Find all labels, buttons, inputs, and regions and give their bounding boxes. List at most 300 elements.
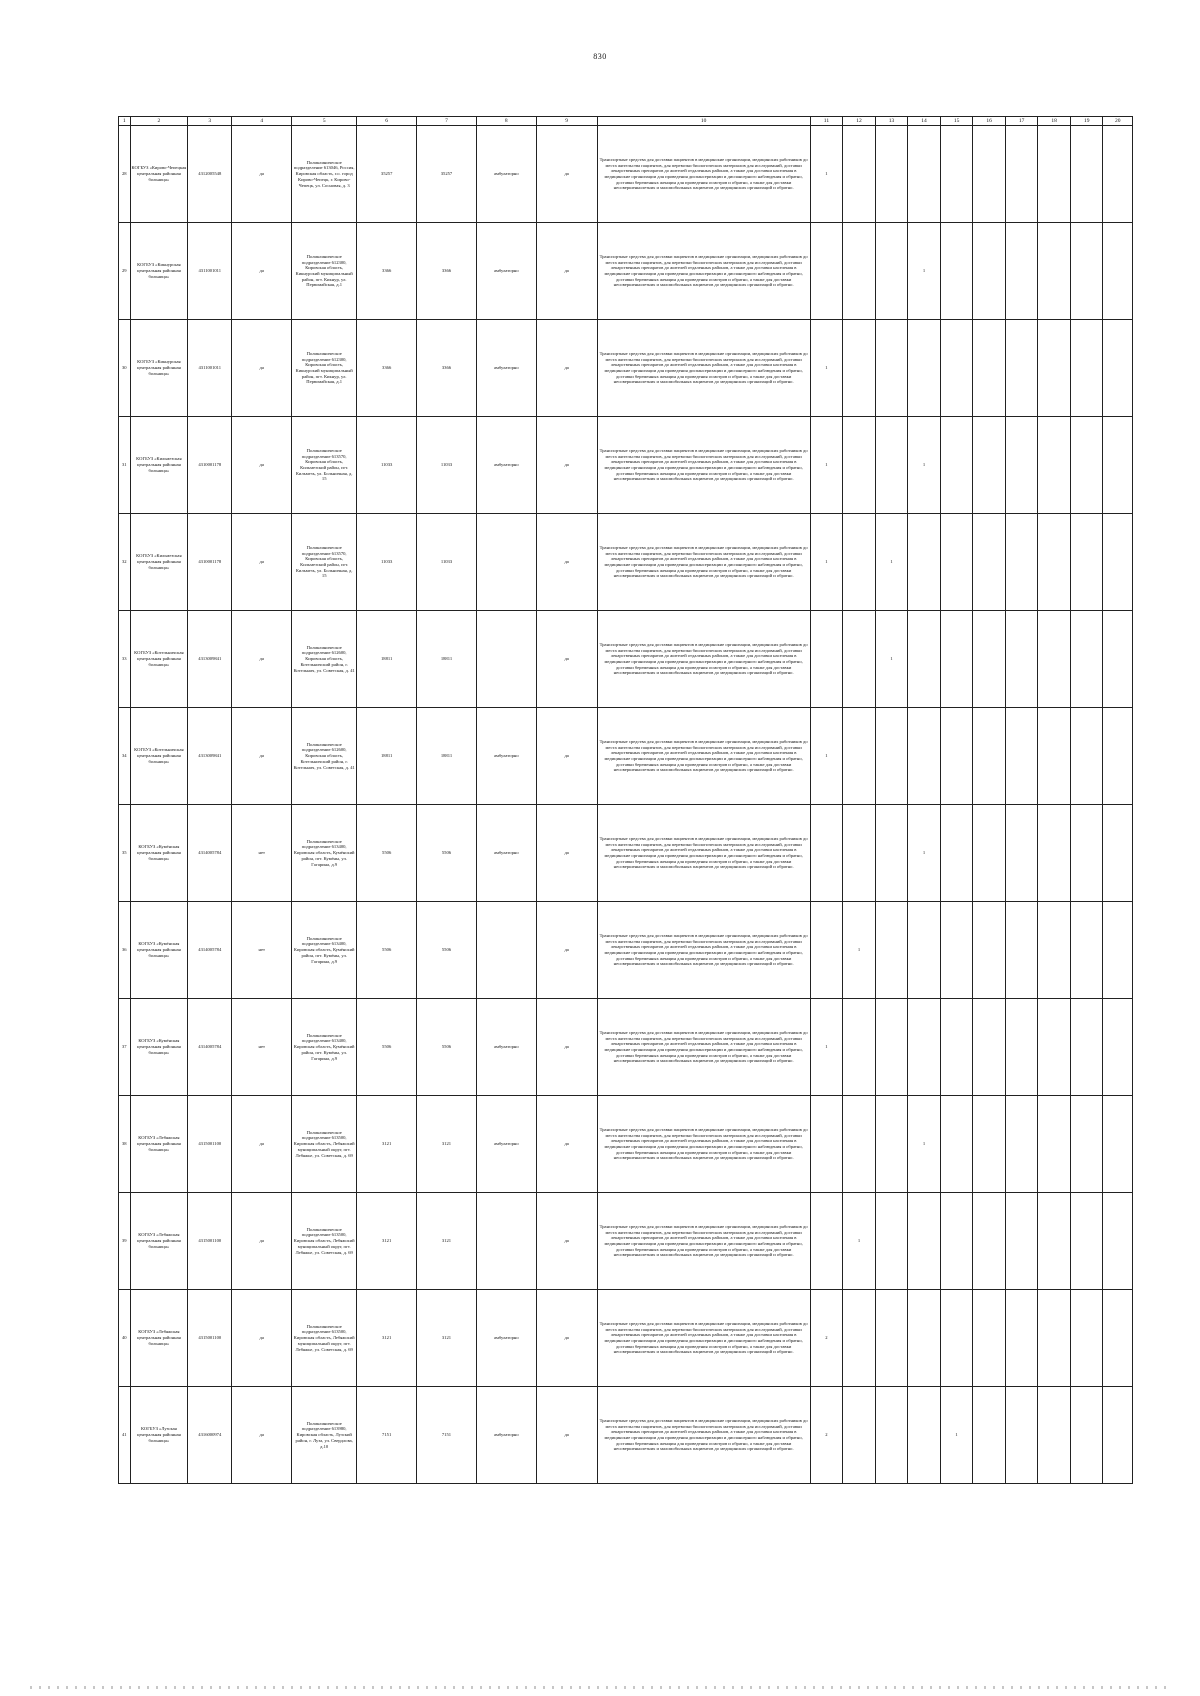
col9-cell: да bbox=[536, 902, 597, 999]
col9-cell: да bbox=[536, 514, 597, 611]
count-cell-15: 1 bbox=[940, 1387, 973, 1484]
count-cell-15 bbox=[940, 223, 973, 320]
column-header: 12 bbox=[843, 117, 876, 126]
count-cell-14 bbox=[908, 1387, 941, 1484]
row-number-cell: 31 bbox=[119, 417, 131, 514]
count-cell-20 bbox=[1103, 1096, 1133, 1193]
inn-cell: 4311001011 bbox=[188, 223, 232, 320]
address-cell: Поликлиническое подразделение 613400, Кировская область, Кумёнский район, пгт. Кумёны, ул. Гагарина, д.9 bbox=[292, 999, 357, 1096]
count-cell-19 bbox=[1070, 514, 1103, 611]
table-row bbox=[119, 1387, 1133, 1484]
inn-cell: 4315001100 bbox=[188, 1193, 232, 1290]
count-cell-11: 1 bbox=[810, 514, 843, 611]
inn-cell: 4313009841 bbox=[188, 611, 232, 708]
count-cell-15 bbox=[940, 999, 973, 1096]
address-cell: Поликлиническое подразделение 613500, Кировская область, Лебяжский муниципальный округ, пгт. Лебяжье, ул. Советская, д. 69 bbox=[292, 1290, 357, 1387]
col8-cell bbox=[476, 1193, 536, 1290]
table-row bbox=[119, 708, 1133, 805]
address-cell: Поликлиническое подразделение 613500, Кировская область, Лебяжский муниципальный округ, пгт. Лебяжье, ул. Советская, д. 69 bbox=[292, 1096, 357, 1193]
count-cell-12 bbox=[843, 1096, 876, 1193]
count-cell-13: 1 bbox=[875, 611, 908, 708]
count-cell-16 bbox=[973, 1290, 1006, 1387]
col7-cell: 7151 bbox=[417, 1387, 477, 1484]
col8-cell: амбулаторно bbox=[476, 126, 536, 223]
col6-cell: 35257 bbox=[357, 126, 417, 223]
col4-cell: да bbox=[232, 223, 292, 320]
count-cell-15 bbox=[940, 708, 973, 805]
count-cell-20 bbox=[1103, 223, 1133, 320]
count-cell-16 bbox=[973, 1193, 1006, 1290]
count-cell-14 bbox=[908, 320, 941, 417]
col7-cell: 35257 bbox=[417, 126, 477, 223]
inn-cell: 4314005784 bbox=[188, 902, 232, 999]
col4-cell: нет bbox=[232, 999, 292, 1096]
col8-cell: амбулаторно bbox=[476, 1096, 536, 1193]
column-header: 20 bbox=[1103, 117, 1133, 126]
address-cell: Поликлиническое подразделение 613500, Кировская область, Лебяжский муниципальный округ, пгт. Лебяжье, ул. Советская, д. 69 bbox=[292, 1193, 357, 1290]
count-cell-17 bbox=[1005, 902, 1038, 999]
organization-cell: КОГБУЗ «Кильмезская центральная районная больница» bbox=[130, 514, 188, 611]
count-cell-17 bbox=[1005, 417, 1038, 514]
count-cell-13 bbox=[875, 417, 908, 514]
count-cell-11: 1 bbox=[810, 999, 843, 1096]
count-cell-16 bbox=[973, 417, 1006, 514]
count-cell-17 bbox=[1005, 805, 1038, 902]
column-header: 18 bbox=[1038, 117, 1071, 126]
column-header: 11 bbox=[810, 117, 843, 126]
col8-cell: амбулаторно bbox=[476, 1387, 536, 1484]
count-cell-19 bbox=[1070, 708, 1103, 805]
col7-cell: 18811 bbox=[417, 611, 477, 708]
column-header: 2 bbox=[130, 117, 188, 126]
count-cell-15 bbox=[940, 1096, 973, 1193]
table-row bbox=[119, 805, 1133, 902]
row-number-cell: 40 bbox=[119, 1290, 131, 1387]
count-cell-17 bbox=[1005, 514, 1038, 611]
count-cell-18 bbox=[1038, 1387, 1071, 1484]
col9-cell: да bbox=[536, 1096, 597, 1193]
organization-cell: КОГБУЗ «Лузская центральная районная больница» bbox=[130, 1387, 188, 1484]
row-number-cell: 28 bbox=[119, 126, 131, 223]
col9-cell: да bbox=[536, 805, 597, 902]
col6-cell: 3121 bbox=[357, 1290, 417, 1387]
count-cell-12 bbox=[843, 514, 876, 611]
col9-cell: да bbox=[536, 1387, 597, 1484]
column-header: 5 bbox=[292, 117, 357, 126]
inn-cell: 4313009841 bbox=[188, 708, 232, 805]
count-cell-17 bbox=[1005, 1096, 1038, 1193]
organization-cell: КОГБУЗ «Кумёнская центральная районная больница» bbox=[130, 902, 188, 999]
col7-cell: 5506 bbox=[417, 805, 477, 902]
row-number-cell: 29 bbox=[119, 223, 131, 320]
col6-cell: 3366 bbox=[357, 223, 417, 320]
column-header: 9 bbox=[536, 117, 597, 126]
col7-cell: 3121 bbox=[417, 1193, 477, 1290]
count-cell-11 bbox=[810, 611, 843, 708]
column-header: 8 bbox=[476, 117, 536, 126]
inn-cell: 4314005784 bbox=[188, 999, 232, 1096]
address-cell: Поликлиническое подразделение 613046, Россия, Кировская область, г.о. город Кирово-Чепецк, г. Кирово-Чепецк, ул. Сосновая, д. 3 bbox=[292, 126, 357, 223]
count-cell-11 bbox=[810, 805, 843, 902]
inn-cell: 4316000974 bbox=[188, 1387, 232, 1484]
count-cell-19 bbox=[1070, 611, 1103, 708]
count-cell-18 bbox=[1038, 126, 1071, 223]
count-cell-16 bbox=[973, 1096, 1006, 1193]
description-cell: Транспортные средства для доставки пациентов в медицинские организации, медицинских работников до места жительства пациентов, для перевозки биологических материалов для исследований, доставки лекарственных препаратов до жителей отдаленных районов, а также для доставки населения в медицинские организации для проведения диспансеризации и диспансерного наблюдения и обратно, доставки беременных женщин для проведения осмотров и обратно, а также для доставки несовершеннолетних и маломобильных пациентов до медицинских организаций и обратно. bbox=[597, 1290, 810, 1387]
table-row bbox=[119, 999, 1133, 1096]
col9-cell: да bbox=[536, 1193, 597, 1290]
description-cell: Транспортные средства для доставки пациентов в медицинские организации, медицинских работников до места жительства пациентов, для перевозки биологических материалов для исследований, доставки лекарственных препаратов до жителей отдаленных районов, а также для доставки населения в медицинские организации для проведения диспансеризации и диспансерного наблюдения и обратно, доставки беременных женщин для проведения осмотров и обратно, а также для доставки несовершеннолетних и маломобильных пациентов до медицинских организаций и обратно. bbox=[597, 1193, 810, 1290]
description-cell: Транспортные средства для доставки пациентов в медицинские организации, медицинских работников до места жительства пациентов, для перевозки биологических материалов для исследований, доставки лекарственных препаратов до жителей отдаленных районов, а также для доставки населения в медицинские организации для проведения диспансеризации и диспансерного наблюдения и обратно, доставки беременных женщин для проведения осмотров и обратно, а также для доставки несовершеннолетних и маломобильных пациентов до медицинских организаций и обратно. bbox=[597, 514, 810, 611]
col6-cell: 11033 bbox=[357, 514, 417, 611]
inn-cell: 4310001178 bbox=[188, 417, 232, 514]
organization-cell: КОГБУЗ «Лебяжская центральная районная больница» bbox=[130, 1096, 188, 1193]
count-cell-13 bbox=[875, 223, 908, 320]
count-cell-17 bbox=[1005, 708, 1038, 805]
address-cell: Поликлиническое подразделение 613570, Кировская область, Кильмезский район, пгт. Кильмезь, ул. Больничная, д. 15 bbox=[292, 514, 357, 611]
col8-cell bbox=[476, 514, 536, 611]
count-cell-18 bbox=[1038, 1290, 1071, 1387]
count-cell-18 bbox=[1038, 320, 1071, 417]
row-number-cell: 34 bbox=[119, 708, 131, 805]
table-row bbox=[119, 1096, 1133, 1193]
col6-cell: 11033 bbox=[357, 417, 417, 514]
count-cell-19 bbox=[1070, 1290, 1103, 1387]
count-cell-11 bbox=[810, 1193, 843, 1290]
count-cell-14 bbox=[908, 708, 941, 805]
count-cell-13 bbox=[875, 126, 908, 223]
count-cell-17 bbox=[1005, 1193, 1038, 1290]
address-cell: Поликлиническое подразделение 613980, Кировская область, Лузский район, г. Луза, ул. Свердлова, д.10 bbox=[292, 1387, 357, 1484]
organization-cell: КОГБУЗ «Кильмезская центральная районная больница» bbox=[130, 417, 188, 514]
inn-cell: 4315001100 bbox=[188, 1096, 232, 1193]
organization-cell: КОГБУЗ «Кумёнская центральная районная больница» bbox=[130, 805, 188, 902]
organization-cell: КОГБУЗ «Кикнурская центральная районная больница» bbox=[130, 320, 188, 417]
inn-cell: 4311001011 bbox=[188, 320, 232, 417]
inn-cell: 4315001100 bbox=[188, 1290, 232, 1387]
count-cell-13 bbox=[875, 1096, 908, 1193]
description-cell: Транспортные средства для доставки пациентов в медицинские организации, медицинских работников до места жительства пациентов, для перевозки биологических материалов для исследований, доставки лекарственных препаратов до жителей отдаленных районов, а также для доставки населения в медицинские организации для проведения диспансеризации и диспансерного наблюдения и обратно, доставки беременных женщин для проведения осмотров и обратно, а также для доставки несовершеннолетних и маломобильных пациентов до медицинских организаций и обратно. bbox=[597, 320, 810, 417]
col7-cell: 3121 bbox=[417, 1290, 477, 1387]
col4-cell: да bbox=[232, 320, 292, 417]
count-cell-12 bbox=[843, 417, 876, 514]
description-cell: Транспортные средства для доставки пациентов в медицинские организации, медицинских работников до места жительства пациентов, для перевозки биологических материалов для исследований, доставки лекарственных препаратов до жителей отдаленных районов, а также для доставки населения в медицинские организации для проведения диспансеризации и диспансерного наблюдения и обратно, доставки беременных женщин для проведения осмотров и обратно, а также для доставки несовершеннолетних и маломобильных пациентов до медицинских организаций и обратно. bbox=[597, 999, 810, 1096]
row-number-cell: 35 bbox=[119, 805, 131, 902]
col6-cell: 18811 bbox=[357, 708, 417, 805]
col6-cell: 3121 bbox=[357, 1193, 417, 1290]
col6-cell: 3366 bbox=[357, 320, 417, 417]
count-cell-12 bbox=[843, 708, 876, 805]
col4-cell: да bbox=[232, 708, 292, 805]
count-cell-17 bbox=[1005, 1290, 1038, 1387]
count-cell-20 bbox=[1103, 999, 1133, 1096]
col6-cell: 5506 bbox=[357, 805, 417, 902]
count-cell-16 bbox=[973, 223, 1006, 320]
row-number-cell: 36 bbox=[119, 902, 131, 999]
count-cell-12 bbox=[843, 126, 876, 223]
address-cell: Поликлиническое подразделение 612600, Кировская область, Котельничский район, г. Котельнич, ул. Советская, д. 41 bbox=[292, 611, 357, 708]
count-cell-15 bbox=[940, 514, 973, 611]
count-cell-14 bbox=[908, 1193, 941, 1290]
count-cell-11 bbox=[810, 902, 843, 999]
column-header: 13 bbox=[875, 117, 908, 126]
count-cell-15 bbox=[940, 1290, 973, 1387]
row-number-cell: 32 bbox=[119, 514, 131, 611]
count-cell-16 bbox=[973, 1387, 1006, 1484]
col7-cell: 5506 bbox=[417, 902, 477, 999]
col7-cell: 11033 bbox=[417, 417, 477, 514]
count-cell-13 bbox=[875, 708, 908, 805]
count-cell-19 bbox=[1070, 223, 1103, 320]
count-cell-18 bbox=[1038, 902, 1071, 999]
col6-cell: 5506 bbox=[357, 902, 417, 999]
count-cell-16 bbox=[973, 999, 1006, 1096]
count-cell-19 bbox=[1070, 999, 1103, 1096]
count-cell-20 bbox=[1103, 1193, 1133, 1290]
count-cell-16 bbox=[973, 805, 1006, 902]
organization-cell: КОГБУЗ «Кирово-Чепецкая центральная районная больница» bbox=[130, 126, 188, 223]
col7-cell: 3366 bbox=[417, 223, 477, 320]
col7-cell: 3121 bbox=[417, 1096, 477, 1193]
count-cell-14 bbox=[908, 514, 941, 611]
count-cell-12 bbox=[843, 1387, 876, 1484]
count-cell-19 bbox=[1070, 902, 1103, 999]
table-row bbox=[119, 320, 1133, 417]
inn-cell: 4314005784 bbox=[188, 805, 232, 902]
row-number-cell: 38 bbox=[119, 1096, 131, 1193]
table-row bbox=[119, 514, 1133, 611]
count-cell-12: 1 bbox=[843, 1193, 876, 1290]
description-cell: Транспортные средства для доставки пациентов в медицинские организации, медицинских работников до места жительства пациентов, для перевозки биологических материалов для исследований, доставки лекарственных препаратов до жителей отдаленных районов, а также для доставки населения в медицинские организации для проведения диспансеризации и диспансерного наблюдения и обратно, доставки беременных женщин для проведения осмотров и обратно, а также для доставки несовершеннолетних и маломобильных пациентов до медицинских организаций и обратно. bbox=[597, 708, 810, 805]
count-cell-17 bbox=[1005, 1387, 1038, 1484]
col7-cell: 3366 bbox=[417, 320, 477, 417]
count-cell-13 bbox=[875, 1193, 908, 1290]
count-cell-16 bbox=[973, 708, 1006, 805]
count-cell-19 bbox=[1070, 1193, 1103, 1290]
count-cell-19 bbox=[1070, 320, 1103, 417]
col9-cell: да bbox=[536, 417, 597, 514]
count-cell-17 bbox=[1005, 320, 1038, 417]
address-cell: Поликлиническое подразделение 612300, Кировская область, Кикнурский муниципальный район, пгт. Кикнур, ул. Первомайская, д.1 bbox=[292, 320, 357, 417]
count-cell-17 bbox=[1005, 999, 1038, 1096]
organization-cell: КОГБУЗ «Котельничская центральная районная больница» bbox=[130, 611, 188, 708]
count-cell-19 bbox=[1070, 805, 1103, 902]
count-cell-11: 2 bbox=[810, 1290, 843, 1387]
count-cell-12 bbox=[843, 320, 876, 417]
table-row bbox=[119, 417, 1133, 514]
count-cell-16 bbox=[973, 320, 1006, 417]
col8-cell: амбулаторно bbox=[476, 417, 536, 514]
description-cell: Транспортные средства для доставки пациентов в медицинские организации, медицинских работников до места жительства пациентов, для перевозки биологических материалов для исследований, доставки лекарственных препаратов до жителей отдаленных районов, а также для доставки населения в медицинские организации для проведения диспансеризации и диспансерного наблюдения и обратно, доставки беременных женщин для проведения осмотров и обратно, а также для доставки несовершеннолетних и маломобильных пациентов до медицинских организаций и обратно. bbox=[597, 1096, 810, 1193]
col9-cell: да bbox=[536, 223, 597, 320]
count-cell-20 bbox=[1103, 611, 1133, 708]
col8-cell: амбулаторно bbox=[476, 1290, 536, 1387]
col9-cell: да bbox=[536, 999, 597, 1096]
count-cell-11 bbox=[810, 1096, 843, 1193]
organization-cell: КОГБУЗ «Лебяжская центральная районная больница» bbox=[130, 1290, 188, 1387]
count-cell-15 bbox=[940, 126, 973, 223]
table-row bbox=[119, 126, 1133, 223]
count-cell-11: 1 bbox=[810, 126, 843, 223]
col9-cell: да bbox=[536, 320, 597, 417]
col4-cell: да bbox=[232, 1387, 292, 1484]
organization-cell: КОГБУЗ «Кикнурская центральная районная больница» bbox=[130, 223, 188, 320]
row-number-cell: 30 bbox=[119, 320, 131, 417]
count-cell-14: 1 bbox=[908, 805, 941, 902]
count-cell-12 bbox=[843, 1290, 876, 1387]
table-row bbox=[119, 1290, 1133, 1387]
count-cell-14: 1 bbox=[908, 1096, 941, 1193]
table-row bbox=[119, 902, 1133, 999]
count-cell-14 bbox=[908, 611, 941, 708]
count-cell-12 bbox=[843, 611, 876, 708]
count-cell-16 bbox=[973, 611, 1006, 708]
count-cell-12: 1 bbox=[843, 902, 876, 999]
row-number-cell: 37 bbox=[119, 999, 131, 1096]
description-cell: Транспортные средства для доставки пациентов в медицинские организации, медицинских работников до места жительства пациентов, для перевозки биологических материалов для исследований, доставки лекарственных препаратов до жителей отдаленных районов, а также для доставки населения в медицинские организации для проведения диспансеризации и диспансерного наблюдения и обратно, доставки беременных женщин для проведения осмотров и обратно, а также для доставки несовершеннолетних и маломобильных пациентов до медицинских организаций и обратно. bbox=[597, 417, 810, 514]
count-cell-12 bbox=[843, 999, 876, 1096]
count-cell-15 bbox=[940, 805, 973, 902]
col4-cell: да bbox=[232, 126, 292, 223]
col9-cell: да bbox=[536, 1290, 597, 1387]
col8-cell: амбулаторно bbox=[476, 708, 536, 805]
col4-cell: да bbox=[232, 1290, 292, 1387]
description-cell: Транспортные средства для доставки пациентов в медицинские организации, медицинских работников до места жительства пациентов, для перевозки биологических материалов для исследований, доставки лекарственных препаратов до жителей отдаленных районов, а также для доставки населения в медицинские организации для проведения диспансеризации и диспансерного наблюдения и обратно, доставки беременных женщин для проведения осмотров и обратно, а также для доставки несовершеннолетних и маломобильных пациентов до медицинских организаций и обратно. bbox=[597, 902, 810, 999]
count-cell-20 bbox=[1103, 126, 1133, 223]
row-number-cell: 33 bbox=[119, 611, 131, 708]
count-cell-20 bbox=[1103, 902, 1133, 999]
organization-cell: КОГБУЗ «Котельничская центральная районная больница» bbox=[130, 708, 188, 805]
count-cell-20 bbox=[1103, 320, 1133, 417]
count-cell-17 bbox=[1005, 611, 1038, 708]
count-cell-15 bbox=[940, 320, 973, 417]
col4-cell: да bbox=[232, 611, 292, 708]
col4-cell: да bbox=[232, 417, 292, 514]
count-cell-20 bbox=[1103, 514, 1133, 611]
col7-cell: 5506 bbox=[417, 999, 477, 1096]
count-cell-13 bbox=[875, 902, 908, 999]
count-cell-18 bbox=[1038, 1193, 1071, 1290]
column-header: 10 bbox=[597, 117, 810, 126]
address-cell: Поликлиническое подразделение 612300, Кировская область, Кикнурский муниципальный район, пгт. Кикнур, ул. Первомайская, д.1 bbox=[292, 223, 357, 320]
description-cell: Транспортные средства для доставки пациентов в медицинские организации, медицинских работников до места жительства пациентов, для перевозки биологических материалов для исследований, доставки лекарственных препаратов до жителей отдаленных районов, а также для доставки населения в медицинские организации для проведения диспансеризации и диспансерного наблюдения и обратно, доставки беременных женщин для проведения осмотров и обратно, а также для доставки несовершеннолетних и маломобильных пациентов до медицинских организаций и обратно. bbox=[597, 1387, 810, 1484]
count-cell-14 bbox=[908, 902, 941, 999]
col8-cell bbox=[476, 611, 536, 708]
description-cell: Транспортные средства для доставки пациентов в медицинские организации, медицинских работников до места жительства пациентов, для перевозки биологических материалов для исследований, доставки лекарственных препаратов до жителей отдаленных районов, а также для доставки населения в медицинские организации для проведения диспансеризации и диспансерного наблюдения и обратно, доставки беременных женщин для проведения осмотров и обратно, а также для доставки несовершеннолетних и маломобильных пациентов до медицинских организаций и обратно. bbox=[597, 126, 810, 223]
col8-cell: амбулаторно bbox=[476, 805, 536, 902]
count-cell-13 bbox=[875, 1387, 908, 1484]
page-number: 830 bbox=[593, 52, 607, 61]
count-cell-14 bbox=[908, 126, 941, 223]
description-cell: Транспортные средства для доставки пациентов в медицинские организации, медицинских работников до места жительства пациентов, для перевозки биологических материалов для исследований, доставки лекарственных препаратов до жителей отдаленных районов, а также для доставки населения в медицинские организации для проведения диспансеризации и диспансерного наблюдения и обратно, доставки беременных женщин для проведения осмотров и обратно, а также для доставки несовершеннолетних и маломобильных пациентов до медицинских организаций и обратно. bbox=[597, 805, 810, 902]
count-cell-13 bbox=[875, 1290, 908, 1387]
count-cell-16 bbox=[973, 126, 1006, 223]
col4-cell: да bbox=[232, 1096, 292, 1193]
scan-artifact-strip bbox=[30, 1686, 1170, 1689]
col4-cell: нет bbox=[232, 902, 292, 999]
count-cell-11: 1 bbox=[810, 417, 843, 514]
count-cell-11: 1 bbox=[810, 320, 843, 417]
row-number-cell: 41 bbox=[119, 1387, 131, 1484]
organization-cell: КОГБУЗ «Лебяжская центральная районная больница» bbox=[130, 1193, 188, 1290]
col7-cell: 11033 bbox=[417, 514, 477, 611]
count-cell-18 bbox=[1038, 1096, 1071, 1193]
col4-cell: нет bbox=[232, 805, 292, 902]
count-cell-18 bbox=[1038, 611, 1071, 708]
count-cell-18 bbox=[1038, 999, 1071, 1096]
address-cell: Поликлиническое подразделение 612600, Кировская область, Котельничский район, г. Котельнич, ул. Советская, д. 41 bbox=[292, 708, 357, 805]
count-cell-12 bbox=[843, 223, 876, 320]
data-table bbox=[118, 116, 1133, 1484]
col8-cell bbox=[476, 902, 536, 999]
col8-cell: амбулаторно bbox=[476, 223, 536, 320]
count-cell-19 bbox=[1070, 1096, 1103, 1193]
col4-cell: да bbox=[232, 514, 292, 611]
count-cell-20 bbox=[1103, 1387, 1133, 1484]
count-cell-20 bbox=[1103, 708, 1133, 805]
address-cell: Поликлиническое подразделение 613400, Кировская область, Кумёнский район, пгт. Кумёны, ул. Гагарина, д.9 bbox=[292, 805, 357, 902]
count-cell-17 bbox=[1005, 126, 1038, 223]
organization-cell: КОГБУЗ «Кумёнская центральная районная больница» bbox=[130, 999, 188, 1096]
column-header: 3 bbox=[188, 117, 232, 126]
count-cell-16 bbox=[973, 514, 1006, 611]
column-header: 19 bbox=[1070, 117, 1103, 126]
count-cell-13: 1 bbox=[875, 514, 908, 611]
description-cell: Транспортные средства для доставки пациентов в медицинские организации, медицинских работников до места жительства пациентов, для перевозки биологических материалов для исследований, доставки лекарственных препаратов до жителей отдаленных районов, а также для доставки населения в медицинские организации для проведения диспансеризации и диспансерного наблюдения и обратно, доставки беременных женщин для проведения осмотров и обратно, а также для доставки несовершеннолетних и маломобильных пациентов до медицинских организаций и обратно. bbox=[597, 223, 810, 320]
count-cell-13 bbox=[875, 999, 908, 1096]
count-cell-12 bbox=[843, 805, 876, 902]
count-cell-20 bbox=[1103, 417, 1133, 514]
column-header: 7 bbox=[417, 117, 477, 126]
col9-cell: да bbox=[536, 611, 597, 708]
count-cell-14: 1 bbox=[908, 223, 941, 320]
col7-cell: 18811 bbox=[417, 708, 477, 805]
column-header: 6 bbox=[357, 117, 417, 126]
count-cell-15 bbox=[940, 902, 973, 999]
column-header: 15 bbox=[940, 117, 973, 126]
inn-cell: 4312005548 bbox=[188, 126, 232, 223]
count-cell-19 bbox=[1070, 1387, 1103, 1484]
inn-cell: 4310001178 bbox=[188, 514, 232, 611]
col6-cell: 5506 bbox=[357, 999, 417, 1096]
count-cell-17 bbox=[1005, 223, 1038, 320]
count-cell-14 bbox=[908, 999, 941, 1096]
col6-cell: 3121 bbox=[357, 1096, 417, 1193]
count-cell-18 bbox=[1038, 514, 1071, 611]
col4-cell: да bbox=[232, 1193, 292, 1290]
count-cell-11: 2 bbox=[810, 1387, 843, 1484]
count-cell-14 bbox=[908, 1290, 941, 1387]
col6-cell: 7151 bbox=[357, 1387, 417, 1484]
column-header: 1 bbox=[119, 117, 131, 126]
count-cell-19 bbox=[1070, 417, 1103, 514]
count-cell-15 bbox=[940, 417, 973, 514]
count-cell-11 bbox=[810, 223, 843, 320]
count-cell-18 bbox=[1038, 223, 1071, 320]
col6-cell: 18811 bbox=[357, 611, 417, 708]
col9-cell: да bbox=[536, 708, 597, 805]
row-number-cell: 39 bbox=[119, 1193, 131, 1290]
count-cell-18 bbox=[1038, 805, 1071, 902]
count-cell-14: 1 bbox=[908, 417, 941, 514]
count-cell-20 bbox=[1103, 1290, 1133, 1387]
count-cell-18 bbox=[1038, 708, 1071, 805]
table-row bbox=[119, 611, 1133, 708]
count-cell-13 bbox=[875, 320, 908, 417]
address-cell: Поликлиническое подразделение 613400, Кировская область, Кумёнский район, пгт. Кумёны, ул. Гагарина, д.9 bbox=[292, 902, 357, 999]
col9-cell: да bbox=[536, 126, 597, 223]
count-cell-18 bbox=[1038, 417, 1071, 514]
